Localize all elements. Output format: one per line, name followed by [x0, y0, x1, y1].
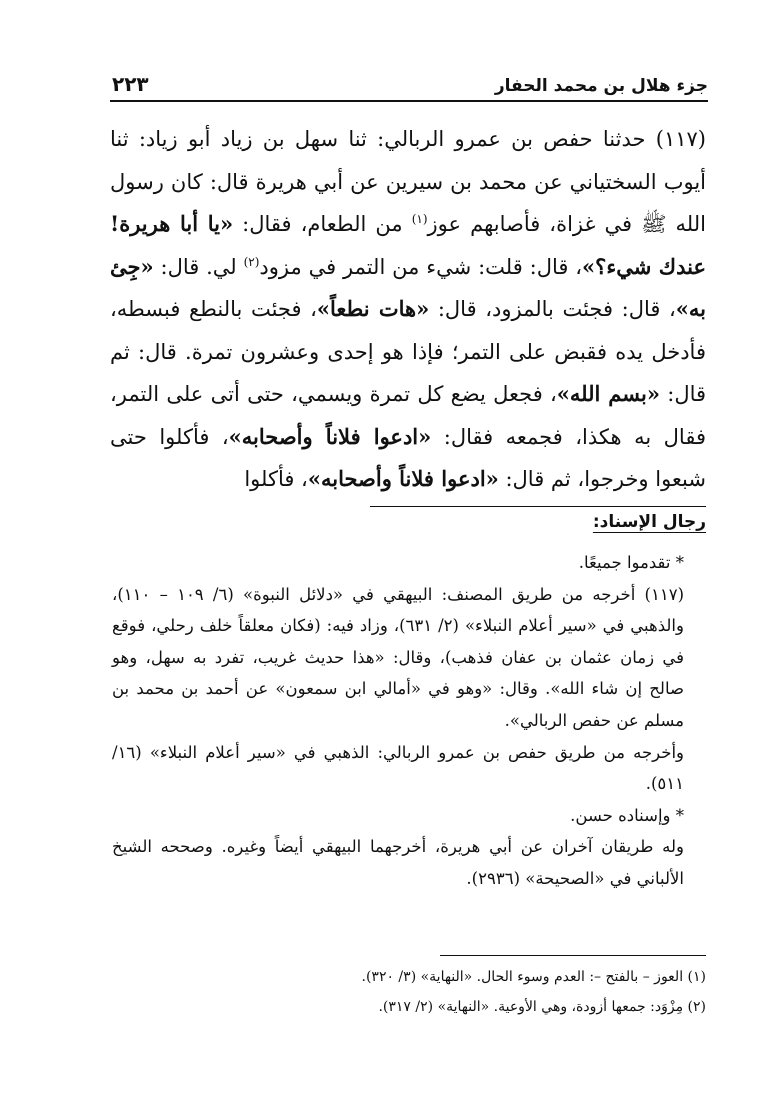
hadith-text: [110, 118, 706, 501]
footnote-ref: (٢): [243, 254, 260, 269]
commentary-line: (١١٧) أخرجه من طريق المصنف: البيهقي في «دلائل النبوة» (٦/ ١٠٩ – ١١٠)، والذهبي في «سير أعلام النبلاء» (٢/ ٦٣١)، وزاد فيه: (فكان معلقاً خلف رحلي، فوقع في زمان عثمان بن عفان فذهب)، وقال: «هذا حديث غريب، تفرد به سهل، وهو صالح إن شاء الله». وقال: «وهو في «أمالي ابن سمعون» عن أحمد بن محمد بن مسلم عن حفص الربالي».: [112, 584, 684, 730]
commentary-line: * تقدموا جميعًا.: [578, 553, 684, 572]
commentary-line: وأخرجه من طريق حفص بن عمرو الربالي: الذهبي في «سير أعلام النبلاء» (١٦/ ٥١١).: [112, 742, 684, 794]
footnote-ref: (١): [411, 212, 428, 226]
section-title: رجال الإسناد:: [592, 512, 706, 532]
hadith-text-part: ، فأكلوا: [244, 467, 308, 491]
hadith-text-part: من الطعام، فقال:: [233, 212, 412, 236]
header-divider: [110, 100, 708, 102]
running-title: جزء هلال بن محمد الحفار: [494, 76, 708, 96]
commentary: [112, 547, 706, 895]
footnote-item: (١) العوز – بالفتح –: العدم وسوء الحال. «النهاية» (٣/ ٣٢٠).: [361, 969, 706, 985]
footnotes: [200, 962, 706, 1022]
commentary-line: وله طريقان آخران عن أبي هريرة، أخرجهما البيهقي أيضاً وغيره. وصححه الشيخ الألباني في «الصحيحة» (٢٩٣٦).: [112, 837, 684, 888]
footnote-item: (٢) مِزْوَد: جمعها أزودة، وهي الأوعية. «النهاية» (٢/ ٣١٧).: [378, 999, 706, 1015]
hadith-text-part: لي. قال:: [153, 254, 244, 279]
hadith-text-part: ، فجعل يضع كل تمرة ويسمي، حتى أتى على التمر، فقال به هكذا، فجمعه فقال:: [110, 382, 706, 449]
prophetic-quote: «بسم الله»: [556, 381, 660, 406]
hadith-text-part: ، قال: فجئت بالمزود، قال:: [429, 297, 676, 321]
prophetic-quote: «ادعوا فلاناً وأصحابه»: [228, 423, 432, 449]
commentary-line: * وإسناده حسن.: [570, 805, 684, 825]
page-number: ٢٢٣: [112, 72, 149, 96]
hadith-text-part: (١١٧) حدثنا حفص بن عمرو الربالي: ثنا سهل بن زياد أبو زياد: ثنا أيوب السختياني عن محمد بن سيرين عن أبي هريرة قال: كان رسول الله ﷺ في غزاة، فأصابهم عوز: [110, 127, 706, 236]
hadith-paragraph: [110, 118, 706, 501]
page-header: [112, 66, 708, 96]
hadith-text-part: ، فأكلوا حتى شبعوا وخرجوا، ثم قال:: [110, 424, 706, 491]
hadith-text-part: ، فجئت بالنطع فبسطه، فأدخل يده فقبض على التمر؛ فإذا هو إحدى وعشرون تمرة. قال: ثم قال:: [110, 297, 707, 406]
prophetic-quote: «يا أبا هريرة! عندك شيء؟»: [110, 211, 706, 279]
prophetic-quote: «جِئ به»: [110, 253, 707, 321]
hadith-text-part: ، قال: قلت: شيء من التمر في مزود: [259, 254, 583, 279]
footnote-divider: [440, 955, 706, 956]
prophetic-quote: «هات نطعاً»: [316, 296, 430, 321]
prophetic-quote: «ادعوا فلاناً وأصحابه»: [307, 466, 499, 491]
section-divider: [370, 506, 706, 507]
